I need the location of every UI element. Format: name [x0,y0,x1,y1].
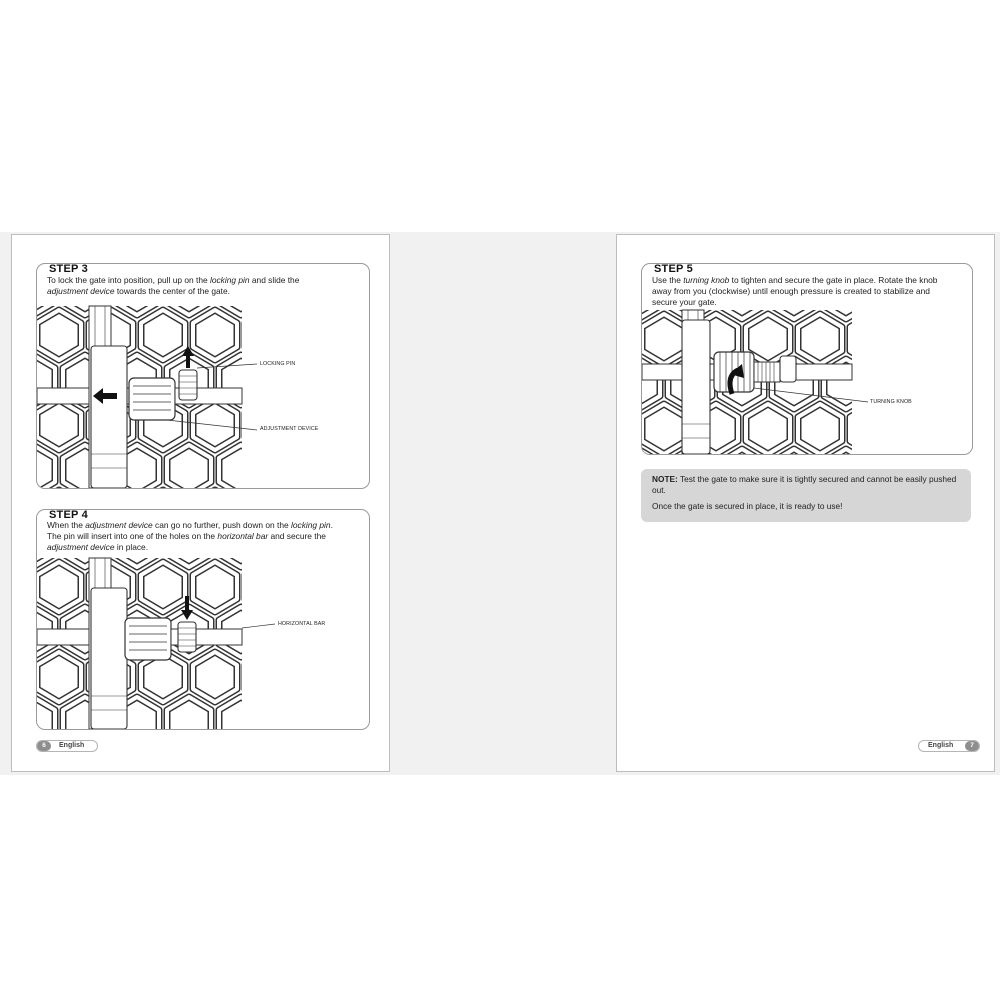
emphasized-term: adjustment device [47,542,115,553]
instruction-text: towards the center of the gate. [114,286,230,297]
horizontal-bar-callout: HORIZONTAL BAR [278,621,326,627]
note-line-1 [652,474,962,496]
instruction-text: . [330,520,333,530]
instruction-text: to tighten and secure the gate in place. Rotate the knob [729,275,938,285]
step3-title: STEP 3 [45,263,92,275]
right-page-footer-tab [918,740,980,752]
step5-box [641,263,973,455]
instruction-text: Use the [652,275,684,285]
instruction-text: can go no further, push down on the [152,520,291,530]
emphasized-term: adjustment device [47,286,115,297]
step4-instructions [47,520,362,554]
step3-illustration [37,264,369,488]
instruction-text: To lock the gate into position, pull up on the [47,275,210,285]
left-page-number: 6 [37,741,51,751]
step4-title: STEP 4 [45,509,92,521]
right-page-language: English [928,742,954,749]
instruction-text: away from you (clockwise) until enough pressure is created to stabilize and [652,286,930,297]
instruction-text: The pin will insert into one of the holes on the [47,531,218,542]
emphasized-term: locking pin [209,275,250,285]
adjustment-device-callout: ADJUSTMENT DEVICE [260,426,319,432]
emphasized-term: horizontal bar [217,531,269,542]
note-body: Test the gate to make sure it is tightly secured and cannot be easily pushed out. [652,474,957,495]
left-page-footer-tab [36,740,98,752]
emphasized-term: turning knob [683,275,730,285]
instruction-text: secure your gate. [652,297,717,308]
left-page-language: English [59,742,85,749]
emphasized-term: locking pin [291,520,331,530]
note-label: NOTE: [652,474,678,484]
instruction-text: and slide the [249,275,300,285]
step3-instructions [47,275,362,297]
instruction-text: When the [47,520,86,530]
step5-title: STEP 5 [650,263,697,275]
step3-box [36,263,370,489]
note-line-2: Once the gate is secured in place, it is ready to use! [652,501,843,511]
note-box [641,469,971,522]
right-page-number: 7 [965,741,979,751]
instruction-text: in place. [114,542,149,553]
instruction-text: and secure the [268,531,326,542]
turning-knob-callout: TURNING KNOB [870,399,912,405]
emphasized-term: adjustment device [85,520,153,530]
step4-box [36,509,370,730]
locking-pin-callout: LOCKING PIN [260,361,296,367]
step5-instructions [652,275,967,309]
